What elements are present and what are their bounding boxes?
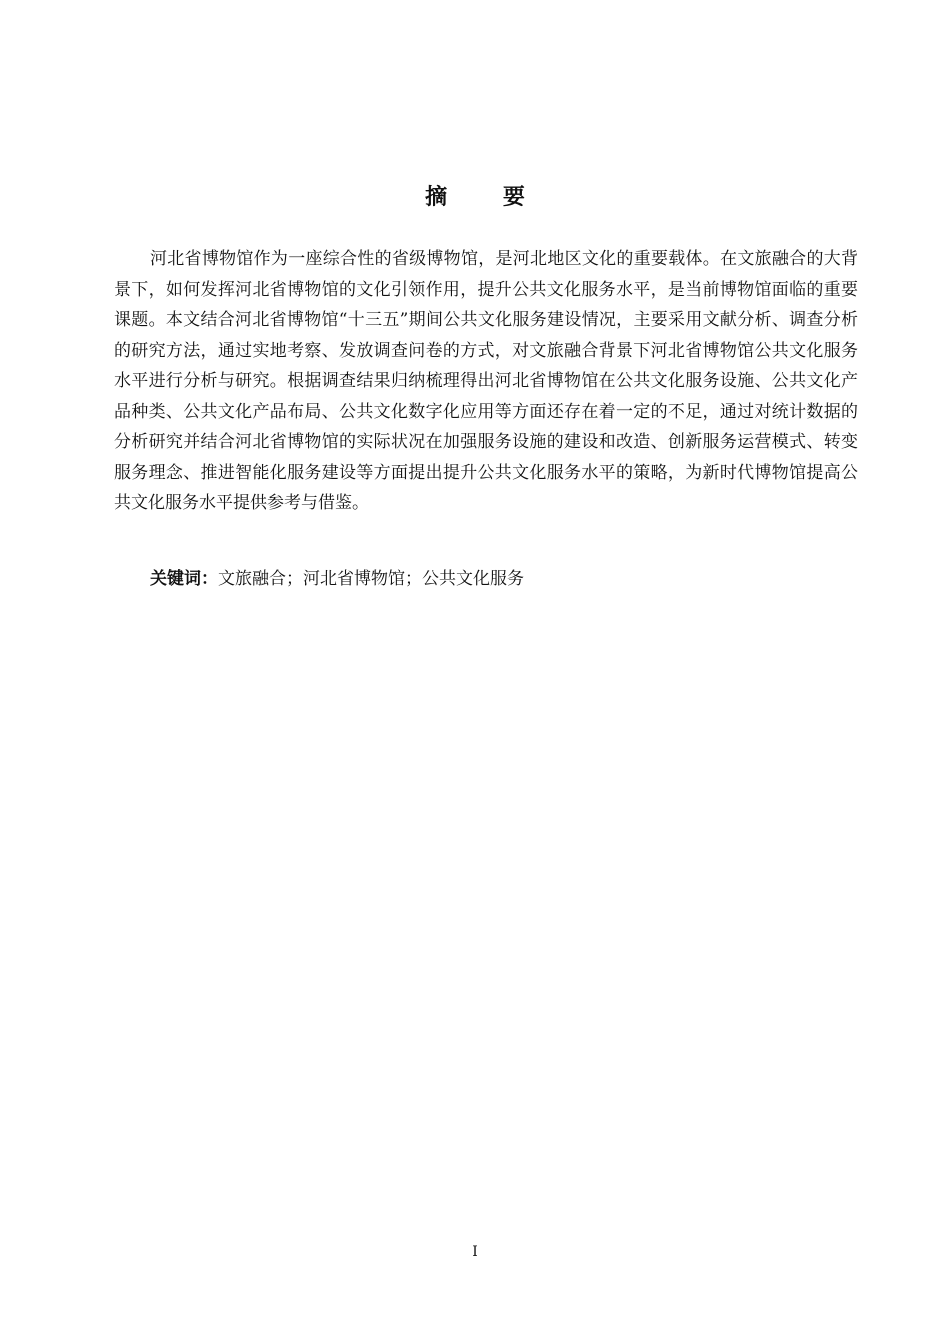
- page-number: I: [472, 1244, 478, 1260]
- abstract-body: 河北省博物馆作为一座综合性的省级博物馆，是河北地区文化的重要载体。在文旅融合的大背景下，如何发挥河北省博物馆的文化引领作用，提升公共文化服务水平，是当前博物馆面临的重要课题。本文结合河北省博物馆“十三五”期间公共文化服务建设情况，主要采用文献分析、调查分析的研究方法，通过实地考察、发放调查问卷的方式，对文旅融合背景下河北省博物馆公共文化服务水平进行分析与研究。根据调查结果归纳梳理得出河北省博物馆在公共文化服务设施、公共文化产品种类、公共文化产品布局、公共文化数字化应用等方面还存在着一定的不足，通过对统计数据的分析研究并结合河北省博物馆的实际状况在加强服务设施的建设和改造、创新服务运营模式、转变服务理念、推进智能化服务建设等方面提出提升公共文化服务水平的策略，为新时代博物馆提高公共文化服务水平提供参考与借鉴。: [114, 249, 858, 513]
- keywords-label: 关键词：: [150, 569, 218, 589]
- abstract-title: 摘 要: [425, 185, 549, 210]
- keywords-line: [150, 564, 858, 594]
- keywords-value: 文旅融合；河北省博物馆；公共文化服务: [218, 569, 524, 589]
